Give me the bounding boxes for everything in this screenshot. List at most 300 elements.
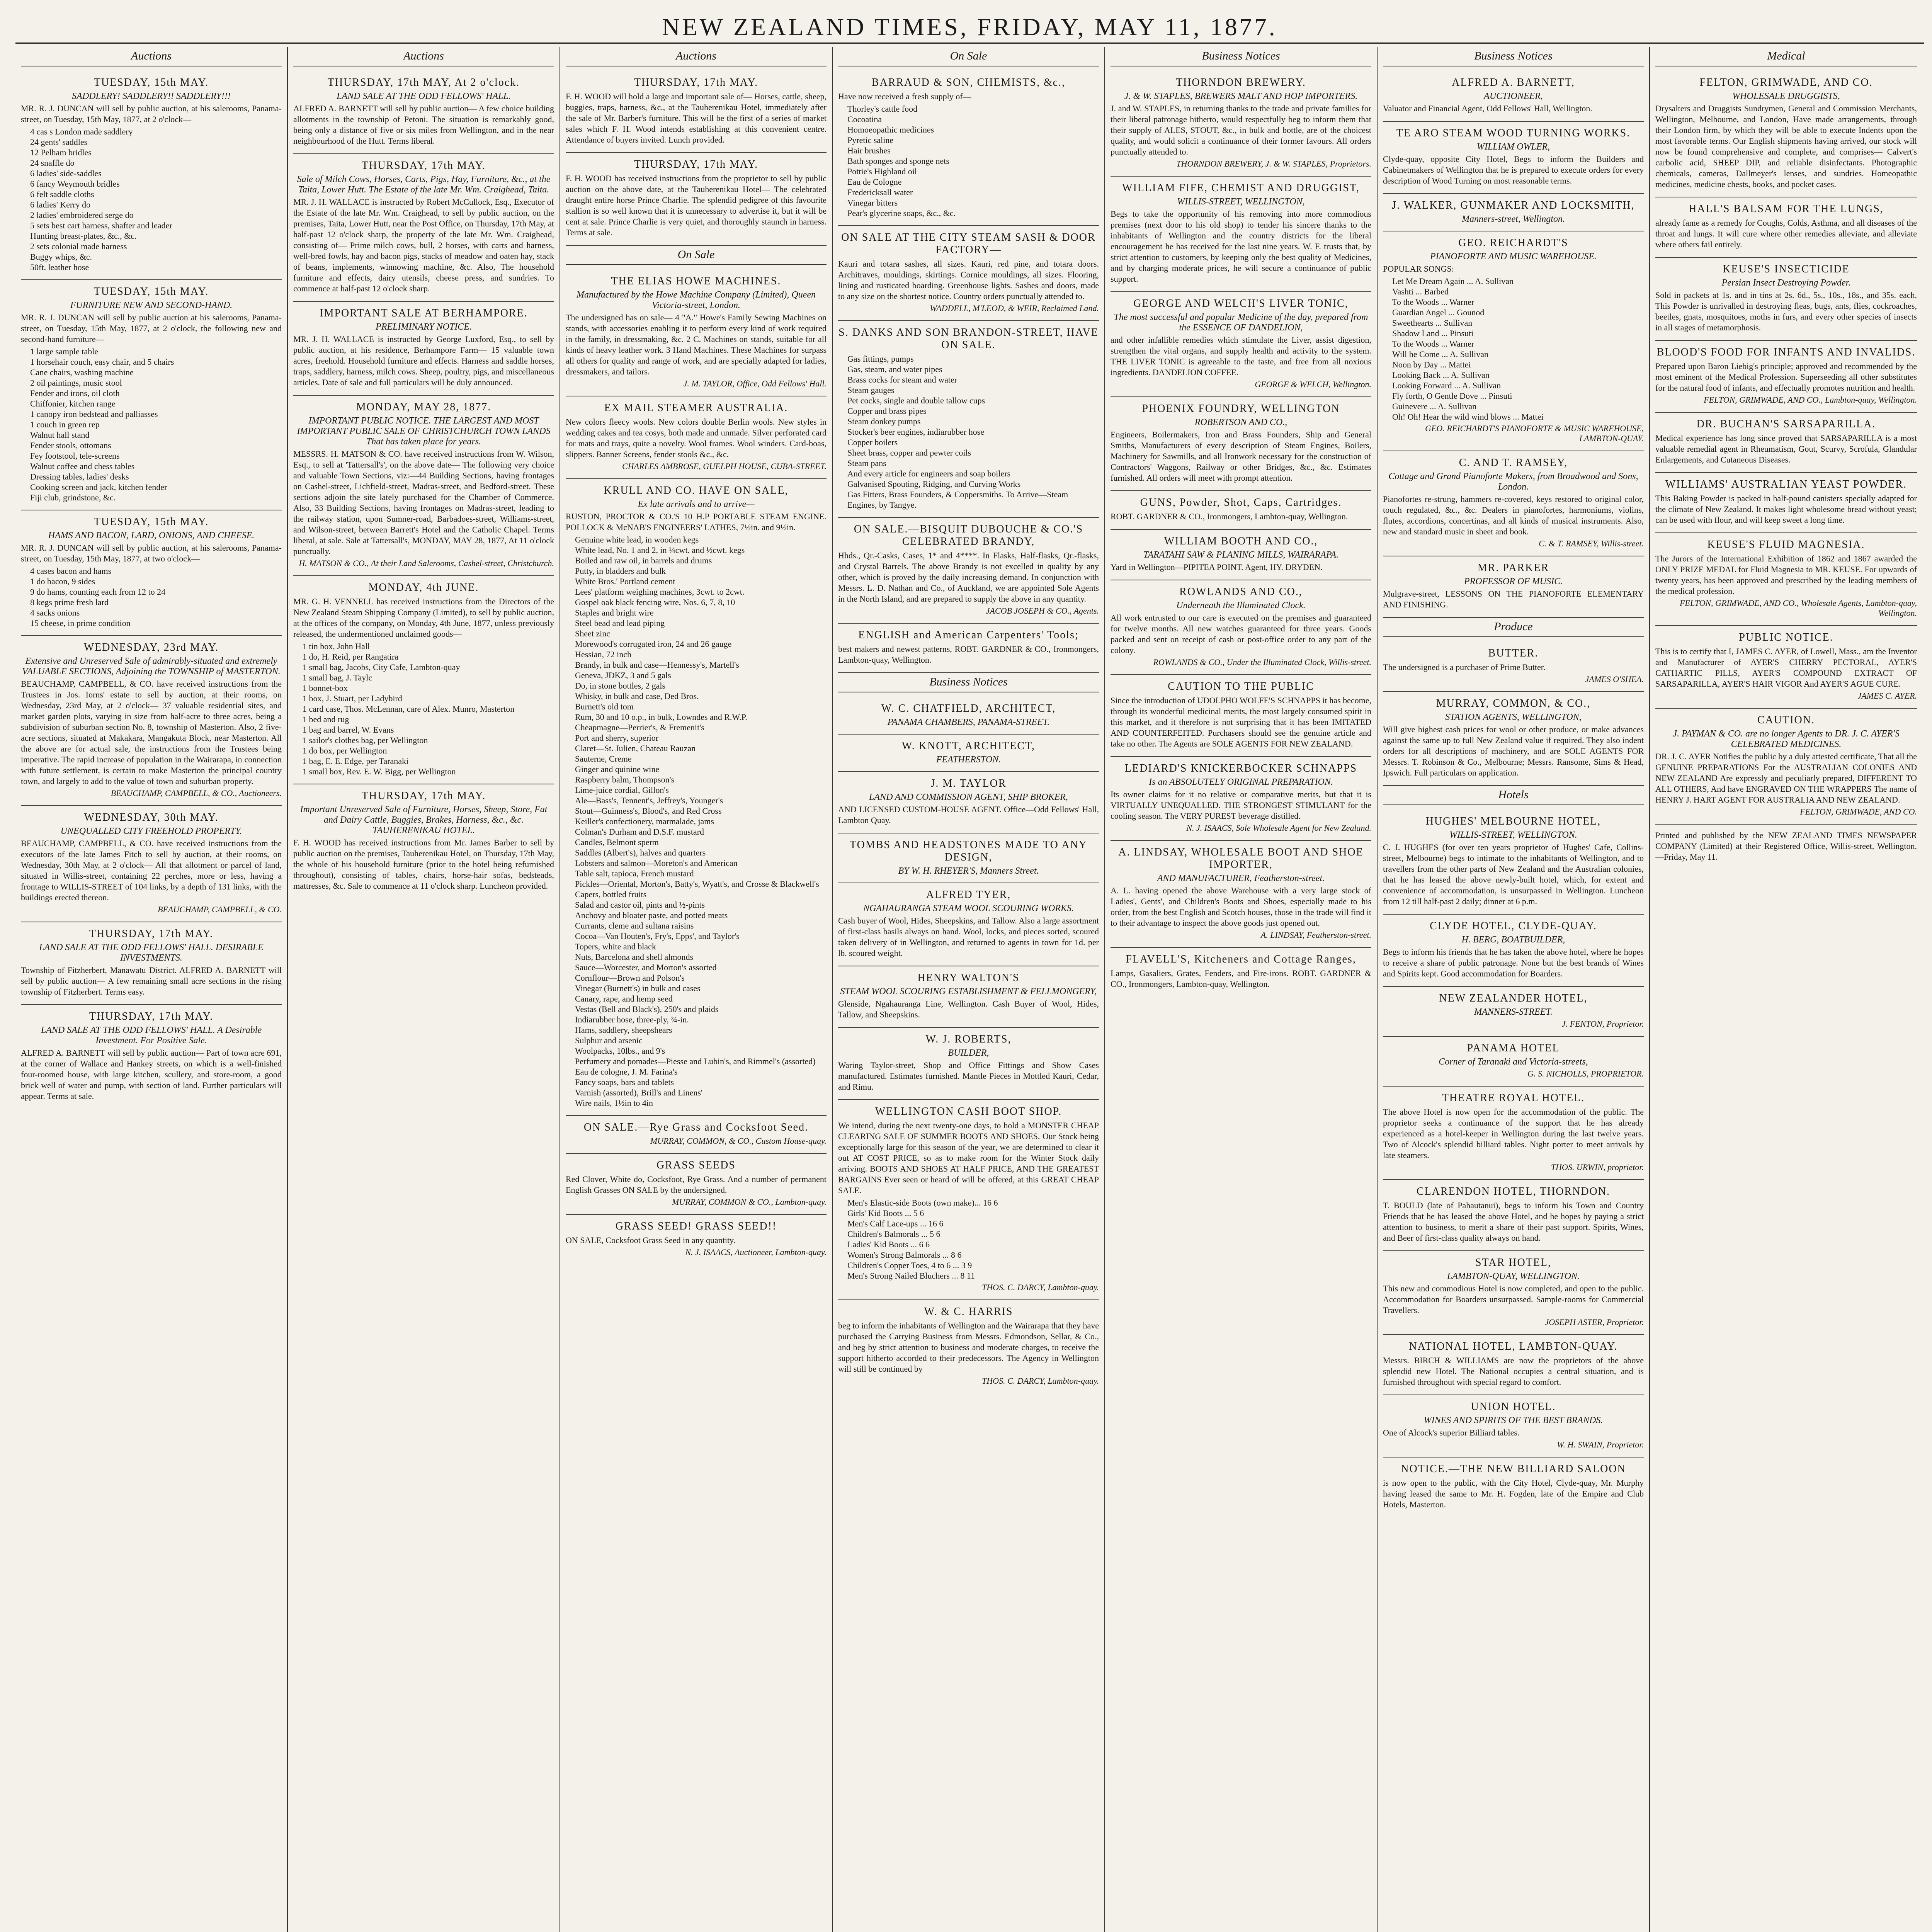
ad-subheading: LAND SALE AT THE ODD FELLOWS' HALL. DESIRABLE INVESTMENTS.	[39, 942, 264, 963]
ad-heading: THEATRE ROYAL HOTEL.	[1442, 1092, 1585, 1104]
list-item: 6 ladies' Kerry do	[30, 200, 91, 209]
column-4	[833, 47, 1105, 1932]
ad-signature: BEAUCHAMP, CAMPBELL, & CO., Auctioneers.	[111, 788, 282, 798]
list-item: Fiji club, grindstone, &c.	[30, 493, 116, 502]
list-item: Buggy whips, &c.	[30, 252, 92, 262]
ad-heading: GRASS SEED! GRASS SEED!!	[615, 1220, 777, 1232]
ad-subheading: Cottage and Grand Pianoforte Makers, from Broadwood and Sons, London.	[1388, 471, 1638, 492]
advertisement	[1655, 709, 1917, 825]
ad-body: Township of Fitzherbert, Manawatu District. ALFRED A. BARNETT will sell by public auction— A few remaining small acre sections in the rising township of Fitzherbert. Terms easy.	[21, 965, 282, 997]
advertisement	[1383, 642, 1644, 692]
ad-body: MR. J. H. WALLACE is instructed by George Luxford, Esq., to sell by public auction, at his residence, Berhampore Farm— 15 valuable town acres, freehold. Household furniture and effects. Harness and saddle horses, traps, saddlery, harness, milch cows. Sheep, poultry, pigs, and miscellaneous articles. Date of sale and full particulars will be duly announced.	[293, 334, 554, 387]
ad-subheading: WILLIS-STREET, WELLINGTON,	[1177, 197, 1305, 207]
ad-heading: C. AND T. RAMSEY,	[1459, 457, 1568, 469]
ad-heading: THURSDAY, 17th MAY.	[89, 928, 214, 940]
ad-heading: ON SALE.—Rye Grass and Cocksfoot Seed.	[583, 1121, 809, 1133]
ad-heading: LEDIARD'S KNICKERBOCKER SCHNAPPS	[1124, 762, 1357, 774]
advertisement	[838, 226, 1099, 321]
list-item: Cocoa—Van Houten's, Fry's, Epps', and Taylor's	[575, 931, 740, 941]
list-item: Gas Fitters, Brass Founders, & Coppersmiths. To Arrive—Steam Engines, by Tangye.	[847, 490, 1068, 510]
ad-body: Medical experience has long since proved that SARSAPARILLA is a most valuable remedial agent in Rheumatism, Gout, Scurvy, Scrofula, Glandular Enlargements, and Cutaneous Diseases.	[1655, 433, 1917, 464]
advertisement	[1111, 491, 1371, 530]
list-item: Steam gauges	[847, 385, 895, 395]
ad-subheading: H. BERG, BOATBUILDER,	[1461, 935, 1565, 945]
advertisement	[293, 302, 554, 396]
ad-heading: THE ELIAS HOWE MACHINES.	[611, 275, 781, 287]
ad-body: Its owner claims for it no relative or comparative merits, but that it is VIRTUALLY UNEQUALLED. THE STRONGEST STIMULANT for the cooling season. The VERY PUREST beverage distilled.	[1111, 789, 1371, 821]
column-6	[1378, 47, 1650, 1932]
advertisement	[293, 784, 554, 898]
ad-subheading: Important Unreserved Sale of Furniture, Horses, Sheep, Store, Fat and Dairy Cattle, Buggies, Brakes, Harness, &c., &c. TAUHERENIKAU HOTEL.	[300, 804, 548, 835]
ad-heading: W. C. CHATFIELD, ARCHITECT,	[881, 702, 1056, 714]
ad-body: A. L. having opened the above Warehouse with a very large stock of Ladies', Gents', and Children's Boots and Shoes, especially made to his order, from the best English and Scotch houses, those in the trade will find it to their advantage to inspect the above goods just opened out.	[1111, 886, 1371, 928]
ad-subheading: PANAMA CHAMBERS, PANAMA-STREET.	[887, 717, 1050, 727]
list-item: 1 small bag, Jacobs, City Cafe, Lambton-quay	[303, 662, 460, 672]
list-item: Steel bead and lead piping	[575, 618, 665, 628]
list-item: 6 felt saddle cloths	[30, 189, 94, 199]
ad-subheading: Persian Insect Destroying Powder.	[1721, 278, 1851, 288]
ad-heading: THURSDAY, 17th MAY.	[89, 1010, 214, 1022]
ad-item-list	[847, 1197, 1099, 1281]
list-item: Men's Calf Lace-ups ... 16 6	[847, 1219, 944, 1228]
ad-item-list	[847, 104, 1099, 218]
ad-heading: J. M. TAYLOR	[930, 777, 1007, 789]
section-header: Produce	[1383, 618, 1644, 637]
ad-subheading: Corner of Taranaki and Victoria-streets,	[1439, 1057, 1588, 1067]
advertisement	[838, 735, 1099, 772]
list-item: Cane chairs, washing machine	[30, 367, 134, 377]
ad-body: Since the introduction of UDOLPHO WOLFE'S SCHNAPPS it has become, through its wonderful medicinal merits, the most largely consumed spirit in this market, and it therefore is not surprising that it has been IMITATED AND COUNTERFEITED. Purchasers should see the genuine article and take no other. The Agents are SOLE AGENTS FOR NEW ZEALAND.	[1111, 696, 1371, 748]
ad-heading: BUTTER.	[1488, 647, 1539, 659]
ad-signature: THOS. C. DARCY, Lambton-quay.	[982, 1376, 1099, 1386]
ad-subheading: AUCTIONEER,	[1484, 91, 1543, 101]
ad-body: Prepared upon Baron Liebig's principle; approved and recommended by the most eminent of the Medical Profession. Superseeding all other substitutes for the natural food of infants, and effectually promotes nutrition and health.	[1655, 361, 1917, 393]
ad-heading: HUGHES' MELBOURNE HOTEL,	[1425, 815, 1601, 827]
list-item: Let Me Dream Again ... A. Sullivan	[1392, 276, 1514, 286]
list-item: Claret—St. Julien, Chateau Rauzan	[575, 743, 696, 753]
advertisement	[293, 71, 554, 154]
ad-heading: THURSDAY, 17th MAY.	[361, 790, 486, 802]
list-item: Vinegar (Burnett's) in bulk and cases	[575, 983, 701, 993]
list-item: Cooking screen and jack, kitchen fender	[30, 482, 167, 492]
advertisement	[838, 518, 1099, 624]
newspaper-page	[15, 12, 1924, 1932]
list-item: 6 ladies' side-saddles	[30, 168, 102, 178]
ad-heading: GUNS, Powder, Shot, Caps, Cartridges.	[1140, 497, 1342, 509]
ad-heading: NATIONAL HOTEL, LAMBTON-QUAY.	[1409, 1340, 1618, 1352]
ad-heading: CLARENDON HOTEL, THORNDON.	[1416, 1185, 1610, 1197]
ad-subheading: Is an ABSOLUTELY ORIGINAL PREPARATION.	[1149, 777, 1333, 787]
ad-signature: THOS. C. DARCY, Lambton-quay.	[982, 1282, 1099, 1292]
ad-item-list	[847, 354, 1099, 510]
list-item: Galvanised Spouting, Ridging, and Curving Works	[847, 479, 1021, 489]
ad-body: MESSRS. H. MATSON & CO. have received instructions from W. Wilson, Esq., to sell at 'Tattersall's', on the above date— The following very choice and valuable Town Sections, viz:—44 Building Sections, having frontages on Cashel-street, Lichfield-street, Madras-street, and Bedford-street. These sections adjoin the site lately purchased for the Chamber of Commerce. Also, 33 Building Sections, having frontages on Madras-street, leading to the railway station, upon Sumner-road, Barbadoes-street, Williams-street, and Wilson-street, between Barrett's Hotel and the Catholic Chapel. Terms liberal, at sale. Sale at Tattersall's, MONDAY, MAY 28, 1877, At 11 o'clock punctually.	[293, 449, 554, 556]
ad-body: Engineers, Boilermakers, Iron and Brass Founders, Ship and General Smiths, Manufacturers of every description of Steam Engines, Boilers, Machinery for Sawmills, and all Ironwork necessary for the construction of Contractors' Waggons, Railway or other Bridges, &c., &c. Estimates furnished. All orders will meet with prompt attention.	[1111, 430, 1371, 483]
list-item: Hessian, 72 inch	[575, 650, 632, 659]
ad-body: MR. J. H. WALLACE is instructed by Robert McCullock, Esq., Executor of the Estate of the late Mr. Wm. Craighead, to sell by public auction, on the premises, Taita, Lower Hutt, near the Post Office, on Thursday, 17th May, at half-past 12 o'clock sharp, the property of the late Mr. Wm. Craighead, consisting of— Prime milch cows, bull, 2 horses, with carts and harness, well-bred fowls, hay and bacon pigs, stacks of meadow and oaten hay, stack of beans, implements, winnowing machine, &c. Also, The household furniture and effects, dairy utensils, cheese press, and sundries. To commence at half-past 12 o'clock sharp.	[293, 197, 554, 293]
list-item: Hair brushes	[847, 146, 891, 155]
advertisement	[566, 1154, 827, 1215]
list-item: Sheet brass, copper and pewter coils	[847, 448, 971, 457]
advertisement	[838, 1100, 1099, 1300]
list-item: Lime-juice cordial, Gillon's	[575, 785, 669, 795]
advertisement	[838, 1028, 1099, 1100]
list-item: Stocker's beer engines, indiarubber hose	[847, 427, 985, 437]
list-item: Port and sherry, superior	[575, 733, 659, 743]
ad-heading: TOMBS AND HEADSTONES MADE TO ANY DESIGN,	[849, 839, 1087, 863]
section-header: Business Notices	[1383, 47, 1644, 66]
advertisement	[1111, 292, 1371, 397]
ad-heading: KEUSE'S INSECTICIDE	[1723, 263, 1850, 275]
ad-subheading: WINES AND SPIRITS OF THE BEST BRANDS.	[1423, 1415, 1603, 1425]
list-item: Will he Come ... A. Sullivan	[1392, 349, 1489, 359]
ad-body: This new and commodious Hotel is now completed, and open to the public. Accommodation for Boarders unsurpassed. Sample-rooms for Commercial Travellers.	[1383, 1284, 1644, 1315]
advertisement	[21, 806, 282, 922]
ad-body: C. J. HUGHES (for over ten years proprietor of Hughes' Cafe, Collins-street, Melbourne) begs to intimate to the inhabitants of Wellington, and to travellers from the other parts of New Zealand and the Australian colonies, that he has leased the above newly-built hotel, which, for extent and convenience of accommodation, is unsurpassed in Wellington. Luncheon from 12 till half-past 2 daily; dinner at 6 p.m.	[1383, 842, 1644, 906]
ad-body: This Baking Powder is packed in half-pound canisters specially adapted for the climate of New Zealand. It makes light wholesome bread without yeast; can be used with flour, and will keep sweet a long time.	[1655, 493, 1917, 525]
list-item: 50ft. leather hose	[30, 262, 89, 272]
advertisement	[293, 396, 554, 576]
list-item: Sheet zinc	[575, 629, 611, 638]
ad-body: F. H. WOOD will hold a large and important sale of— Horses, cattle, sheep, buggies, traps, harness, &c., at the Tauherenikau Hotel, immediately after the sale of Mr. Barber's furniture. This will be the first of a series of market sales which F. H. Wood intends establishing at this convenient centre. Attendance of buyers invited. Lunch provided.	[566, 92, 827, 145]
ad-signature: J. M. TAYLOR, Office, Odd Fellows' Hall.	[683, 379, 827, 388]
list-item: 1 bed and rug	[303, 714, 349, 724]
list-item: Guinevere ... A. Sullivan	[1392, 401, 1477, 411]
ad-heading: WILLIAM BOOTH AND CO.,	[1164, 535, 1318, 547]
ad-signature: A. LINDSAY, Featherston-street.	[1260, 930, 1371, 940]
list-item: Nuts, Barcelona and shell almonds	[575, 952, 694, 962]
list-item: To the Woods ... Warner	[1392, 297, 1475, 307]
list-item: Do, in stone bottles, 2 gals	[575, 681, 666, 690]
list-item: Burnett's old tom	[575, 702, 634, 711]
ad-body: best makers and newest patterns, ROBT. GARDNER & CO., Ironmongers, Lambton-quay, Wellington.	[838, 644, 1099, 665]
advertisement	[21, 71, 282, 280]
ad-body: MR. R. J. DUNCAN will sell by public auction, at his salerooms, Panama-street, on Tuesday, 15th May, 1877, at 2 o'clock—	[21, 104, 282, 124]
ad-subheading: BY W. H. RHEYER'S, Manners Street.	[898, 866, 1039, 876]
ad-heading: W. J. ROBERTS,	[925, 1033, 1012, 1045]
list-item: Women's Strong Balmorals ... 8 6	[847, 1250, 962, 1260]
list-item: And every article for engineers and soap boilers	[847, 469, 1011, 478]
ad-signature: ROWLANDS & CO., Under the Illuminated Clock, Willis-street.	[1153, 657, 1371, 667]
list-item: Looking Back ... A. Sullivan	[1392, 370, 1490, 380]
ad-heading: KRULL AND CO. HAVE ON SALE,	[604, 485, 789, 497]
ad-body: Drysalters and Druggists Sundrymen, General and Commission Merchants, Wellington, Melbourne, and London, Have made arrangements, through their London firm, by which they will be able to execute Indents upon the most favorable terms. Our English shipments having arrived, our stock will now be found comprehensive and complete, and comprises— Calvert's carbolic acid, SHEEP DIP, and reliable disinfectants. Photographic chemicals, cameras, Dallmeyer's lenses, and sundries. Homeopathic medicines, medicine chests, books, and pocket cases.	[1655, 104, 1917, 189]
ad-item-list	[30, 566, 282, 628]
list-item: Keiller's confectionery, marmalade, jams	[575, 816, 714, 826]
ad-heading: KEUSE'S FLUID MAGNESIA.	[1707, 539, 1865, 551]
ad-subheading: PRELIMINARY NOTICE.	[376, 322, 472, 332]
ad-body: BEAUCHAMP, CAMPBELL, & CO. have received instructions from the executors of the late James Fitch to sell by auction, at their rooms, on Wednesday, 30th May, at 2 o'clock— All that allotment or parcel of land, situated in Willis-street, containing 22 perches, more or less, having a frontage to WILLIS-STREET of 104 links, by a depth of 131 links, with the buildings erected thereon.	[21, 838, 282, 902]
ad-body: Pianofortes re-strung, hammers re-covered, keys restored to original color, touch regulated, &c., &c. Dealers in pianofortes, harmoniums, violins, flutes, accordions, concertinas, and all kinds of musical instruments. Also, new and standard music in sheet and book.	[1383, 494, 1644, 536]
list-item: Saddles (Albert's), halves and quarters	[575, 848, 706, 857]
list-item: Guardian Angel ... Gounod	[1392, 308, 1485, 317]
advertisement	[1383, 122, 1644, 194]
ad-subheading: IMPORTANT PUBLIC NOTICE. THE LARGEST AND MOST IMPORTANT PUBLIC SALE OF CHRISTCHURCH TOWN LANDS That has taken place for years.	[297, 416, 551, 447]
advertisement	[838, 833, 1099, 883]
ad-body: DR. J. C. AYER Notifies the public by a duly attested certificate, That all the GENUINE PREPARATIONS For the AUSTRALIAN COLONIES AND NEW ZEALAND Are expressly and peculiarly prepared, DIFFERENT TO ALL OTHERS, And have ENGRAVED ON THE WRAPPERS The name of HENRY J. HART AGENT FOR AUSTRALIA AND NEW ZEALAND.	[1655, 752, 1917, 804]
ad-body: MR. R. J. DUNCAN will sell by public auction, at his salerooms, Panama-street, on Tuesday, 15th May, 1877, at two o'clock—	[21, 543, 282, 563]
list-item: 2 oil paintings, music stool	[30, 378, 122, 388]
list-item: 1 do, H. Reid, per Rangatira	[303, 652, 399, 662]
ad-signature: THOS. URWIN, proprietor.	[1551, 1162, 1644, 1172]
ad-heading: GEO. REICHARDT'S	[1458, 237, 1568, 249]
ad-subheading: STATION AGENTS, WELLINGTON,	[1445, 712, 1582, 722]
advertisement	[1655, 413, 1917, 473]
advertisement	[838, 966, 1099, 1028]
ad-subheading: PROFESSOR OF MUSIC.	[1464, 577, 1563, 587]
advertisement	[838, 321, 1099, 518]
list-item: 6 fancy Weymouth bridles	[30, 179, 120, 189]
ad-heading: S. DANKS AND SON BRANDON-STREET, HAVE ON SALE.	[838, 327, 1099, 351]
ad-body: MR. R. J. DUNCAN will sell by public auction at his salerooms, Panama-street, on Tuesday, 15th May, 1877, at 2 o'clock, the following new and second-hand furniture—	[21, 313, 282, 344]
advertisement	[293, 576, 554, 784]
ad-signature: GEO. REICHARDT'S PIANOFORTE & MUSIC WAREHOUSE, LAMBTON-QUAY.	[1425, 423, 1644, 443]
ad-body: RUSTON, PROCTOR & CO.'S 10 H.P PORTABLE STEAM ENGINE. POLLOCK & McNAB'S ENGINEERS' LATHES, 7½in. and 9½in.	[566, 512, 827, 532]
list-item: Fey footstool, tele-screens	[30, 451, 120, 461]
list-item: Stout—Guinness's, Blood's, and Red Cross	[575, 806, 722, 816]
advertisement	[1383, 1180, 1644, 1251]
list-item: 1 canopy iron bedstead and palliasses	[30, 409, 158, 419]
list-item: Cheapmagne—Perrier's, & Fremenit's	[575, 723, 704, 732]
ad-heading: BLOOD'S FOOD FOR INFANTS AND INVALIDS.	[1656, 346, 1916, 358]
list-item: Children's Balmorals ... 5 6	[847, 1229, 940, 1239]
advertisement	[838, 624, 1099, 673]
ad-body: All work entrusted to our care is executed on the premises and guaranteed for twelve months. All new watches guaranteed for three years. Goods packed and sent on receipt of cash or post-office order to any part of the colony.	[1111, 613, 1371, 655]
ad-heading: MR. PARKER	[1477, 562, 1549, 574]
ad-heading: A. LINDSAY, WHOLESALE BOOT AND SHOE IMPORTER,	[1118, 846, 1364, 871]
ad-body: ON SALE, Cocksfoot Grass Seed in any quantity.	[566, 1235, 736, 1245]
column-2	[288, 47, 560, 1932]
list-item: 1 bag and barrel, W. Evans	[303, 725, 394, 735]
ad-heading: THURSDAY, 17th MAY.	[634, 158, 759, 170]
ad-heading: CAUTION TO THE PUBLIC	[1168, 680, 1314, 692]
ad-heading: J. WALKER, GUNMAKER AND LOCKSMITH,	[1392, 199, 1635, 211]
advertisement	[566, 1215, 827, 1264]
list-item: Shadow Land ... Pinsuti	[1392, 328, 1474, 338]
list-item: Oh! Oh! Hear the wild wind blows ... Mattei	[1392, 412, 1544, 422]
advertisement	[1383, 451, 1644, 556]
ad-heading: ROWLANDS AND CO.,	[1179, 586, 1303, 598]
list-item: Hunting breast-plates, &c., &c.	[30, 231, 137, 241]
list-item: Brass cocks for steam and water	[847, 375, 957, 384]
list-item: Boiled and raw oil, in barrels and drums	[575, 556, 712, 565]
ad-body: This is to certify that I, JAMES C. AYER, of Lowell, Mass., am the Inventor and Manufacturer of AYER'S CHERRY PECTORAL, AYER'S CATHARTIC PILLS, AYER'S COMPOUND EXTRACT OF SARSAPARILLA, AYER'S HAIR VIGOR And AYER'S AGUE CURE.	[1655, 646, 1917, 689]
list-item: Morewood's corrugated iron, 24 and 26 gauge	[575, 639, 732, 649]
list-item: 2 sets colonial made harness	[30, 242, 127, 251]
list-item: Walnut coffee and chess tables	[30, 461, 135, 471]
section-header: Auctions	[293, 47, 554, 66]
advertisement	[21, 280, 282, 510]
list-item: Girls' Kid Boots ... 5 6	[847, 1208, 924, 1218]
list-item: 4 sacks onions	[30, 608, 80, 617]
advertisement	[1111, 397, 1371, 491]
ad-subheading: Manufactured by the Howe Machine Company (Limited), Queen Victoria-street, London.	[577, 290, 816, 310]
ad-body: Mulgrave-street, LESSONS ON THE PIANOFORTE ELEMENTARY AND FINISHING.	[1383, 589, 1644, 609]
ad-subheading: PIANOFORTE AND MUSIC WAREHOUSE.	[1430, 252, 1597, 262]
ad-subheading: WILLIAM OWLER,	[1476, 142, 1550, 152]
ad-heading: THURSDAY, 17th MAY.	[634, 77, 759, 88]
ad-heading: WEDNESDAY, 23rd MAY.	[83, 641, 219, 653]
ad-heading: WILLIAMS' AUSTRALIAN YEAST POWDER.	[1665, 478, 1907, 490]
ad-subheading: HAMS AND BACON, LARD, ONIONS, AND CHEESE.	[48, 531, 255, 541]
list-item: Salad and castor oil, pints and ½-pints	[575, 900, 705, 910]
ad-signature: J. FENTON, Proprietor.	[1561, 1019, 1644, 1029]
list-item: Sauterne, Creme	[575, 754, 632, 764]
list-item: Anchovy and bloater paste, and potted meats	[575, 910, 728, 920]
ad-item-list	[30, 346, 282, 503]
ad-subheading: AND MANUFACTURER, Featherston-street.	[1157, 873, 1325, 883]
list-item: Bath sponges and sponge nets	[847, 156, 949, 166]
ad-body: Begs to take the opportunity of his removing into more commodious premises (next door to his old shop) to tender his sincere thanks to the inhabitants of Wellington and the country districts for the liberal encouragement he has received for the last nine years. W. F. trusts that, by strict attention to customers, by keeping only the best quality of Medicines, and by charging moderate prices, he will secure a continuance of public support.	[1111, 209, 1371, 284]
ad-subheading: TARATAHI SAW & PLANING MILLS, WAIRARAPA.	[1143, 550, 1339, 560]
column-1	[15, 47, 288, 1932]
ad-body: The above Hotel is now open for the accommodation of the public. The proprietor seeks a continuance of the support that he has already experienced as a hotel-keeper in Wellington during the last twelve years. Two of Alcock's splendid billiard tables. Night porter to meet arrivals by late steamers.	[1383, 1107, 1644, 1160]
list-item: Varnish (assorted), Brill's and Linens'	[575, 1088, 702, 1097]
ad-heading: TE ARO STEAM WOOD TURNING WORKS.	[1396, 127, 1631, 139]
ad-signature: WADDELL, M'LEOD, & WEIR, Reclaimed Land.	[930, 303, 1099, 313]
advertisement	[566, 1116, 827, 1154]
ad-body: Glenside, Ngahauranga Line, Wellington. Cash Buyer of Wool, Hides, Tallow, and Sheepskins.	[838, 999, 1099, 1019]
advertisement	[1383, 1087, 1644, 1180]
section-header: Auctions	[566, 47, 827, 66]
list-item: Gospel oak black fencing wire, Nos. 6, 7, 8, 10	[575, 597, 735, 607]
ad-subheading: Extensive and Unreserved Sale of admirably-situated and extremely VALUABLE SECTIONS, Adjoining the TOWNSHIP of MASTERTON.	[22, 656, 281, 677]
list-item: Looking Forward ... A. Sullivan	[1392, 381, 1501, 390]
ad-heading: DR. BUCHAN'S SARSAPARILLA.	[1696, 418, 1876, 430]
list-item: Vestas (Bell and Black's), 250's and plaids	[575, 1004, 719, 1014]
advertisement	[1111, 675, 1371, 757]
advertisement	[566, 270, 827, 396]
ad-heading: PHOENIX FOUNDRY, WELLINGTON	[1142, 403, 1340, 415]
ad-heading: HALL'S BALSAM FOR THE LUNGS,	[1689, 203, 1884, 215]
list-item: Woolpacks, 10lbs., and 9's	[575, 1046, 665, 1056]
columns	[15, 47, 1924, 1932]
list-item: Fancy soaps, bars and tablets	[575, 1077, 674, 1087]
list-item: Indiarubber hose, three-ply, ¾-in.	[575, 1015, 689, 1024]
ad-body: BEAUCHAMP, CAMPBELL, & CO. have received instructions from the Trustees in Jos. Iorns' estate to sell by auction, at their rooms, on Wednesday, 23rd May, at 2 o'clock— 37 valuable residential sites, and market garden plots, varying in size from half-acre to three acres, being a subdivision of suburban section No. 8, township of Masterton. Also, 2 five-acre sections, situated at Makakara, Mangakuta Block, near Masterton. All the above are for actual sale, the instructions from the Trustees being imperative. The rapid increase of population in the Wairarapa, in connection with future settlement, is certain to make Masterton the principal country town, and largely to add to the value of town and suburban property.	[21, 679, 282, 786]
advertisement	[838, 697, 1099, 735]
ad-heading: STAR HOTEL,	[1475, 1257, 1552, 1269]
ad-body: Begs to inform his friends that he has taken the above hotel, where he hopes to receive a share of public patronage. None but the best brands of Wines and Spirits kept. Good accommodation for Boarders.	[1383, 947, 1644, 978]
advertisement	[1655, 341, 1917, 413]
ad-signature: G. S. NICHOLLS, PROPRIETOR.	[1527, 1069, 1644, 1078]
ad-body: Lamps, Gasaliers, Grates, Fenders, and Fire-irons. ROBT. GARDNER & CO., Ironmongers, Lambton-quay, Wellington.	[1111, 968, 1371, 989]
list-item: 1 sailor's clothes bag, per Wellington	[303, 735, 428, 745]
list-item: Chiffonier, kitchen range	[30, 399, 116, 408]
list-item: Topers, white and black	[575, 942, 656, 951]
advertisement	[1383, 1335, 1644, 1395]
list-item: 1 box, J. Stuart, per Ladybird	[303, 694, 402, 703]
list-item: Children's Copper Toes, 4 to 6 ... 3 9	[847, 1260, 972, 1270]
column-5	[1105, 47, 1378, 1932]
list-item: Thorley's cattle food	[847, 104, 918, 114]
list-item: Perfumery and pomades—Piesse and Lubin's, and Rimmel's (assorted)	[575, 1056, 816, 1066]
list-item: Cocoatina	[847, 114, 882, 124]
ad-body: F. H. WOOD has received instructions from Mr. James Barber to sell by public auction on the premises, Tauherenikau Hotel, on Thursday, 17th May, the whole of his household furniture (prior to the hotel being refurnished throughout), consisting of tables, chairs, horse-hair sofas, bedsteads, mattresses, &c. Sale to commence at 11 o'clock sharp. Luncheon provided.	[293, 838, 554, 891]
ad-item-list	[30, 126, 282, 272]
ad-heading: TUESDAY, 15th MAY.	[94, 286, 209, 298]
ad-subheading: Manners-street, Wellington.	[1462, 214, 1565, 224]
section-header: Business Notices	[838, 673, 1099, 692]
advertisement	[1383, 556, 1644, 618]
list-item: 5 sets best cart harness, shafter and leader	[30, 221, 172, 230]
ad-heading: TUESDAY, 15th MAY.	[94, 516, 209, 528]
ad-subheading: FURNITURE NEW AND SECOND-HAND.	[70, 300, 233, 310]
advertisement	[1111, 948, 1371, 997]
list-item: 12 Pelham bridles	[30, 148, 92, 157]
ad-signature: N. J. ISAACS, Sole Wholesale Agent for New Zealand.	[1186, 823, 1371, 833]
ad-heading: WILLIAM FIFE, CHEMIST AND DRUGGIST,	[1122, 182, 1360, 194]
advertisement	[21, 636, 282, 806]
masthead: NEW ZEALAND TIMES, FRIDAY, MAY 11, 1877.	[15, 12, 1924, 44]
ad-body: The Jurors of the International Exhibition of 1862 and 1867 awarded the ONLY PRIZE MEDAL for Fluid Magnesia to MR. KEUSE. For upwards of twenty years, has been approved and prescribed by the leading members of the medical profession.	[1655, 554, 1917, 596]
ad-heading: IMPORTANT SALE AT BERHAMPORE.	[320, 307, 528, 319]
column-7	[1650, 47, 1922, 1932]
ad-heading: TUESDAY, 15th MAY.	[94, 77, 209, 88]
ad-signature: H. MATSON & CO., At their Land Salerooms, Cashel-street, Christchurch.	[299, 558, 554, 568]
ad-body: The undersigned has on sale— 4 "A." Howe's Family Sewing Machines on stands, with accessories enabling it to perform every kind of work required in the family, in dressmaking, &c. 2 C. Machines on stands, suitable for all kinds of heavy leather work. 3 Hand Machines. These Machines for surpass all others for quality and range of work, and are specially adapted for ladies, dressmakers, and tailors.	[566, 313, 827, 376]
advertisement	[1111, 530, 1371, 580]
advertisement	[1383, 1037, 1644, 1087]
ad-subheading: STEAM WOOL SCOURING ESTABLISHMENT & FELLMONGERY,	[840, 986, 1097, 997]
advertisement	[1383, 1458, 1644, 1517]
ad-heading: CAUTION.	[1757, 714, 1815, 726]
ad-body: F. H. WOOD has received instructions from the proprietor to sell by public auction on the above date, at the Tauherenikau Hotel— The celebrated draught entire horse Prince Charlie. The splendid pedigree of this favourite stallion is so well known that it is unnecessary to advertise it, but it will be cent at sale. Prince Charlie is very quiet, and thoroughly staunch in harness. Terms at sale.	[566, 173, 827, 237]
ad-subheading: LAND SALE AT THE ODD FELLOWS' HALL.	[337, 91, 511, 101]
ad-body: ALFRED A. BARNETT will sell by public auction— Part of town acre 691, at the corner of Wallace and Hankey streets, on which is a well-finished four-roomed house, with large kitchen, scullery, and store-room, a good brick well of water and pump, with section of land. Further particulars will appear. Terms at sale.	[21, 1048, 282, 1101]
ad-body: Will give highest cash prices for wool or other produce, or make advances against the same up to full New Zealand value if required. They also indent orders for all descriptions of machinery, and are SOLE AGENTS FOR Messrs. T. Robinson & Co., Melbourne; Messrs. Ransome, Sims & Head, Ipswich. Full particulars on application.	[1383, 724, 1644, 777]
advertisement	[1383, 71, 1644, 122]
list-item: Noon by Day ... Mattei	[1392, 360, 1471, 369]
ad-heading: HENRY WALTON'S	[917, 972, 1020, 984]
ad-signature: JACOB JOSEPH & CO., Agents.	[986, 606, 1099, 616]
advertisement	[838, 772, 1099, 833]
list-item: 15 cheese, in prime condition	[30, 618, 131, 628]
ad-heading: ON SALE.—BISQUIT DUBOUCHE & CO.'S CELEBRATED BRANDY,	[854, 523, 1083, 548]
list-item: 1 bonnet-box	[303, 683, 348, 693]
advertisement	[1383, 231, 1644, 451]
ad-signature: FELTON, GRIMWADE, AND CO., Wholesale Agents, Lambton-quay, Wellington.	[1679, 598, 1917, 618]
ad-body: Cash buyer of Wool, Hides, Sheepskins, and Tallow. Also a large assortment of first-class basils always on hand. Wool, locks, and pieces sorted, scoured taken delivery of in Wellington, and returned to agents in town for 1d. per lb. scoured weight.	[838, 916, 1099, 958]
advertisement	[1111, 757, 1371, 841]
ad-subheading: J. & W. STAPLES, BREWERS MALT AND HOP IMPORTERS.	[1124, 91, 1358, 101]
list-item: Raspberry balm, Thompson's	[575, 775, 675, 784]
ad-body: Red Clover, White do, Cocksfoot, Rye Grass. And a number of permanent English Grasses ON SALE by the undersigned.	[566, 1174, 827, 1195]
ad-subheading: NGAHAURANGA STEAM WOOL SCOURING WORKS.	[863, 903, 1074, 913]
list-item: 8 kegs prime fresh lard	[30, 597, 109, 607]
ad-body: Waring Taylor-street, Shop and Office Fittings and Show Cases manufactured. Estimates furnished. Mantle Pieces in Mottled Kauri, Cedar, and Rimu.	[838, 1060, 1099, 1092]
advertisement	[1655, 258, 1917, 341]
list-item: 24 gents' saddles	[30, 137, 88, 147]
list-item: 1 tin box, John Hall	[303, 641, 370, 651]
advertisement	[1111, 177, 1371, 292]
section-header: Business Notices	[1111, 47, 1371, 66]
ad-item-list	[1392, 276, 1644, 422]
ad-subheading: FEATHERSTON.	[936, 755, 1001, 765]
list-item: Brandy, in bulk and case—Hennessy's, Martell's	[575, 660, 740, 670]
list-item: Cornflour—Brown and Polson's	[575, 973, 685, 983]
list-item: Dressing tables, ladies' desks	[30, 472, 129, 481]
ad-signature: THORNDON BREWERY, J. & W. STAPLES, Proprietors.	[1176, 159, 1371, 168]
ad-signature: JOSEPH ASTER, Proprietor.	[1545, 1317, 1644, 1327]
ad-signature: FELTON, GRIMWADE, AND CO.	[1800, 807, 1917, 816]
ad-signature: FELTON, GRIMWADE, AND CO., Lambton-quay, Wellington.	[1704, 395, 1917, 405]
ad-body: MR. G. H. VENNELL has received instructions from the Directors of the New Zealand Steam Shipping Company (Limited), to sell by public auction, at the offices of the company, on Monday, 4th June, 1877, unless previously released, the undermentioned unclaimed goods—	[293, 597, 554, 639]
ad-body: already fame as a remedy for Coughs, Colds, Asthma, and all diseases of the throat and lungs. It will cure where other remedies alleviate, and alleviate where others fail entirely.	[1655, 218, 1917, 249]
ad-subheading: WHOLESALE DRUGGISTS,	[1732, 91, 1840, 101]
list-item: Staples and bright wire	[575, 608, 654, 617]
list-item: Ale—Bass's, Tennent's, Jeffrey's, Younger's	[575, 796, 723, 805]
